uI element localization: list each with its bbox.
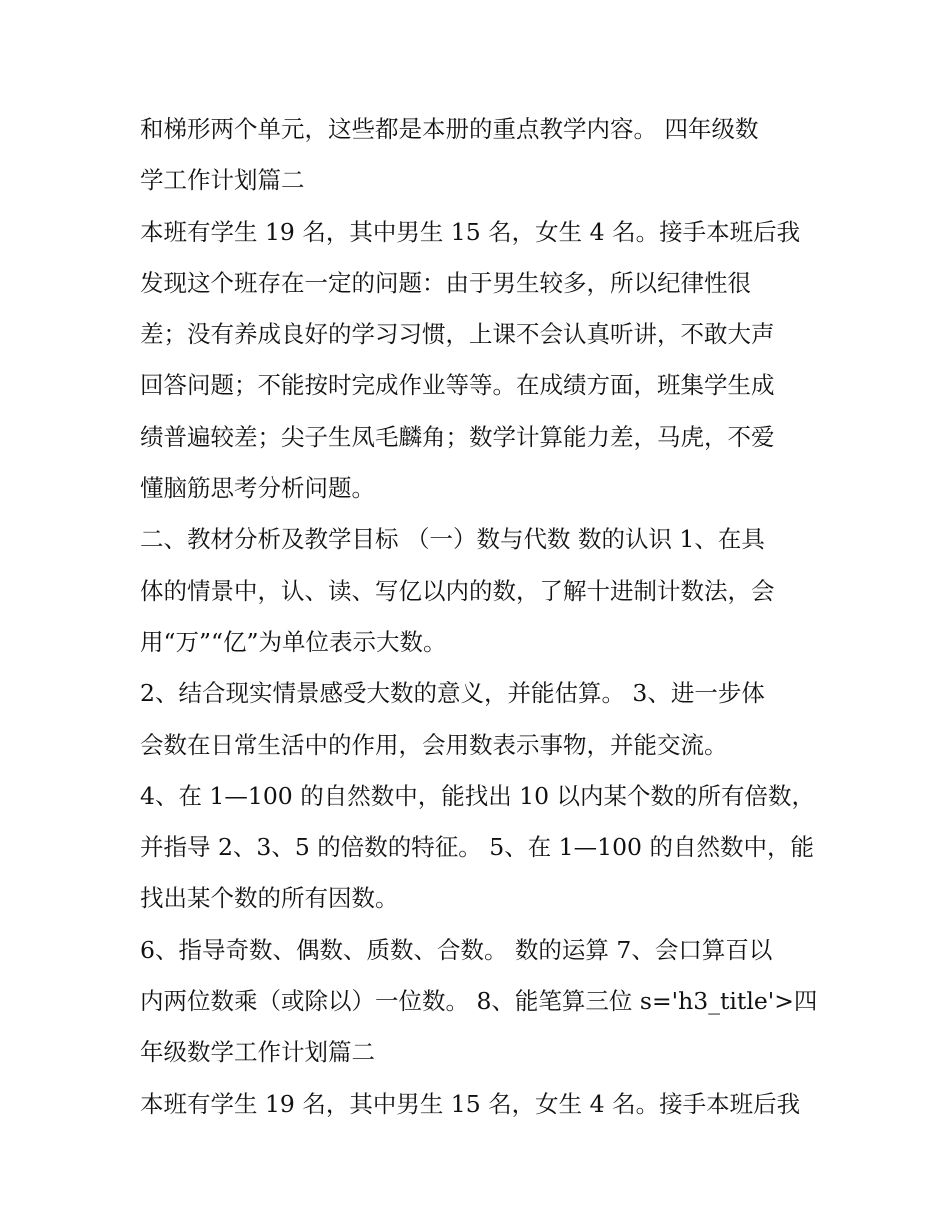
text-line: 年级数学工作计划篇二 <box>140 1038 375 1067</box>
text-line: 本班有学生 19 名，其中男生 15 名，女生 4 名。接手本班后我 <box>140 217 801 246</box>
text-line: 绩普遍较差；尖子生凤毛麟角；数学计算能力差，马虎，不爱 <box>140 422 775 451</box>
text-line: 4、在 1—100 的自然数中，能找出 10 以内某个数的所有倍数， <box>140 781 816 810</box>
text-line: 6、指导奇数、偶数、质数、合数。 数的运算 7、会口算百以 <box>140 935 773 964</box>
text-line: 发现这个班存在一定的问题：由于男生较多，所以纪律性很 <box>140 268 751 297</box>
text-line: 和梯形两个单元，这些都是本册的重点教学内容。 四年级数 <box>140 115 759 143</box>
text-line: 懂脑筋思考分析问题。 <box>140 474 375 503</box>
text-line: 会数在日常生活中的作用，会用数表示事物，并能交流。 <box>140 730 728 759</box>
document-body <box>140 104 816 1130</box>
text-line: 学工作计划篇二 <box>140 166 305 195</box>
text-line: 内两位数乘（或除以）一位数。 8、能笔算三位 s='h3_title'>四 <box>140 987 818 1016</box>
text-line: 体的情景中，认、读、写亿以内的数，了解十进制计数法，会 <box>140 576 775 605</box>
text-line: 二、教材分析及教学目标 （一）数与代数 数的认识 1、在具 <box>140 525 765 554</box>
text-line: 差；没有养成良好的学习习惯，上课不会认真听讲，不敢大声 <box>140 320 775 349</box>
text-line: 本班有学生 19 名，其中男生 15 名，女生 4 名。接手本班后我 <box>140 1089 801 1118</box>
text-line: 用“万”“亿”为单位表示大数。 <box>140 627 447 656</box>
text-line: 找出某个数的所有因数。 <box>140 884 399 913</box>
text-line: 回答问题；不能按时完成作业等等。在成绩方面，班集学生成 <box>140 371 775 400</box>
text-line: 2、结合现实情景感受大数的意义，并能估算。 3、进一步体 <box>140 679 765 708</box>
text-line: 并指导 2、3、5 的倍数的特征。 5、在 1—100 的自然数中，能 <box>140 833 814 862</box>
